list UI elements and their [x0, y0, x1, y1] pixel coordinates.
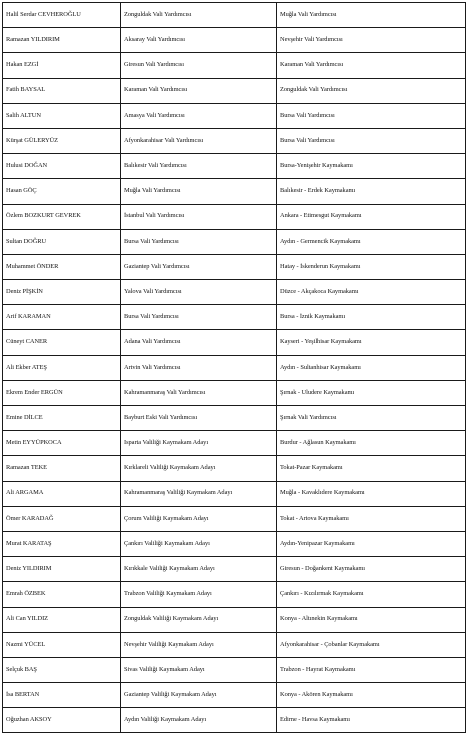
table-row	[3, 557, 466, 582]
person-name-cell: Ali Ekber ATEŞ	[3, 355, 121, 380]
current-post-cell: Artvin Vali Yardımcısı	[121, 355, 277, 380]
person-name-cell: Emrah ÖZBEK	[3, 582, 121, 607]
table-row	[3, 355, 466, 380]
current-post-cell: Kırklareli Valiliği Kaymakam Adayı	[121, 456, 277, 481]
table-row	[3, 632, 466, 657]
table-row	[3, 179, 466, 204]
table-row	[3, 380, 466, 405]
current-post-cell: Çankırı Valiliği Kaymakam Adayı	[121, 531, 277, 556]
new-post-cell: Kayseri - Yeşilhisar Kaymakamı	[277, 330, 466, 355]
current-post-cell: Gaziantep Vali Yardımcısı	[121, 254, 277, 279]
person-name-cell: Hakan EZGİ	[3, 53, 121, 78]
current-post-cell: Kahramanmaraş Vali Yardımcısı	[121, 380, 277, 405]
current-post-cell: Çorum Valiliği Kaymakam Adayı	[121, 506, 277, 531]
new-post-cell: Karaman Vali Yardımcısı	[277, 53, 466, 78]
person-name-cell: Metin EYYÜPKOCA	[3, 431, 121, 456]
person-name-cell: Arif KARAMAN	[3, 305, 121, 330]
current-post-cell: Muğla Vali Yardımcısı	[121, 179, 277, 204]
current-post-cell: Nevşehir Valiliği Kaymakam Adayı	[121, 632, 277, 657]
person-name-cell: Halil Serdar CEVHEROĞLU	[3, 3, 121, 28]
person-name-cell: Emine DİLCE	[3, 406, 121, 431]
new-post-cell: Bursa - İznik Kaymakamı	[277, 305, 466, 330]
person-name-cell: Deniz YILDIRIM	[3, 557, 121, 582]
table-row	[3, 406, 466, 431]
new-post-cell: Afyonkarahisar - Çobanlar Kaymakamı	[277, 632, 466, 657]
table-row	[3, 204, 466, 229]
current-post-cell: Aksaray Vali Yardımcısı	[121, 28, 277, 53]
table-row	[3, 531, 466, 556]
table-row	[3, 78, 466, 103]
person-name-cell: Ramazan TEKE	[3, 456, 121, 481]
new-post-cell: Aydın-Yenipazar Kaymakamı	[277, 531, 466, 556]
person-name-cell: Ömer KARADAĞ	[3, 506, 121, 531]
table-row	[3, 305, 466, 330]
person-name-cell: Ali ARGAMA	[3, 481, 121, 506]
current-post-cell: Kahramanmaraş Valiliği Kaymakam Adayı	[121, 481, 277, 506]
person-name-cell: Cüneyt CANER	[3, 330, 121, 355]
current-post-cell: Bayburt Eski Vali Yardımcısı	[121, 406, 277, 431]
table-row	[3, 53, 466, 78]
new-post-cell: Muğla Vali Yardımcısı	[277, 3, 466, 28]
person-name-cell: Murat KARATAŞ	[3, 531, 121, 556]
current-post-cell: İstanbul Vali Yardımcısı	[121, 204, 277, 229]
new-post-cell: Bursa-Yenişehir Kaymakamı	[277, 154, 466, 179]
current-post-cell: Giresun Vali Yardımcısı	[121, 53, 277, 78]
table-row	[3, 28, 466, 53]
table-row	[3, 708, 466, 733]
person-name-cell: Deniz PİŞKİN	[3, 280, 121, 305]
current-post-cell: Yalova Vali Yardımcısı	[121, 280, 277, 305]
new-post-cell: Konya - Altınekin Kaymakamı	[277, 607, 466, 632]
new-post-cell: Bursa Vali Yardımcısı	[277, 128, 466, 153]
table-row	[3, 481, 466, 506]
person-name-cell: Selçuk BAŞ	[3, 657, 121, 682]
new-post-cell: Çankırı - Kızılırmak Kaymakamı	[277, 582, 466, 607]
new-post-cell: Şırnak Vali Yardımcısı	[277, 406, 466, 431]
current-post-cell: Zonguldak Vali Yardımcısı	[121, 3, 277, 28]
person-name-cell: Ali Can YILDIZ	[3, 607, 121, 632]
table-row	[3, 103, 466, 128]
current-post-cell: Amasya Vali Yardımcısı	[121, 103, 277, 128]
new-post-cell: Konya - Akören Kaymakamı	[277, 683, 466, 708]
new-post-cell: Muğla - Kavaklıdere Kaymakamı	[277, 481, 466, 506]
table-row	[3, 330, 466, 355]
person-name-cell: Ekrem Ender ERGÜN	[3, 380, 121, 405]
table-row	[3, 607, 466, 632]
table-row	[3, 657, 466, 682]
person-name-cell: Salih ALTUN	[3, 103, 121, 128]
new-post-cell: Aydın - Sultanhisar Kaymakamı	[277, 355, 466, 380]
person-name-cell: Kürşat GÜLERYÜZ	[3, 128, 121, 153]
current-post-cell: Aydın Valiliği Kaymakam Adayı	[121, 708, 277, 733]
current-post-cell: Isparta Valiliği Kaymakam Adayı	[121, 431, 277, 456]
current-post-cell: Balıkesir Vali Yardımcısı	[121, 154, 277, 179]
new-post-cell: Trabzon - Hayrat Kaymakamı	[277, 657, 466, 682]
current-post-cell: Zonguldak Valiliği Kaymakam Adayı	[121, 607, 277, 632]
new-post-cell: Şırnak - Uludere Kaymakamı	[277, 380, 466, 405]
person-name-cell: Hasan GÖÇ	[3, 179, 121, 204]
table-row	[3, 254, 466, 279]
new-post-cell: Edirne - Havsa Kaymakamı	[277, 708, 466, 733]
new-post-cell: Giresun - Doğankent Kaymakamı	[277, 557, 466, 582]
new-post-cell: Zonguldak Vali Yardımcısı	[277, 78, 466, 103]
person-name-cell: Fatih BAYSAL	[3, 78, 121, 103]
appointments-table-body	[3, 3, 466, 733]
person-name-cell: Nazmi YÜCEL	[3, 632, 121, 657]
table-row	[3, 280, 466, 305]
current-post-cell: Karaman Vali Yardımcısı	[121, 78, 277, 103]
current-post-cell: Gaziantep Valiliği Kaymakam Adayı	[121, 683, 277, 708]
person-name-cell: Muhammet ÖNDER	[3, 254, 121, 279]
current-post-cell: Bursa Vali Yardımcısı	[121, 229, 277, 254]
table-row	[3, 431, 466, 456]
table-row	[3, 506, 466, 531]
current-post-cell: Bursa Vali Yardımcısı	[121, 305, 277, 330]
person-name-cell: Sultan DOĞRU	[3, 229, 121, 254]
new-post-cell: Hatay - İskenderun Kaymakamı	[277, 254, 466, 279]
current-post-cell: Kırıkkale Valiliği Kaymakam Adayı	[121, 557, 277, 582]
person-name-cell: Oğuzhan AKSOY	[3, 708, 121, 733]
current-post-cell: Trabzon Valiliği Kaymakam Adayı	[121, 582, 277, 607]
person-name-cell: Özlem BOZKURT GEVREK	[3, 204, 121, 229]
new-post-cell: Balıkesir - Erdek Kaymakamı	[277, 179, 466, 204]
new-post-cell: Ankara - Etimesgut Kaymakamı	[277, 204, 466, 229]
current-post-cell: Adana Vali Yardımcısı	[121, 330, 277, 355]
person-name-cell: Ramazan YILDIRIM	[3, 28, 121, 53]
table-row	[3, 582, 466, 607]
new-post-cell: Düzce - Akçakoca Kaymakamı	[277, 280, 466, 305]
table-row	[3, 456, 466, 481]
person-name-cell: İsa BERTAN	[3, 683, 121, 708]
new-post-cell: Nevşehir Vali Yardımcısı	[277, 28, 466, 53]
table-row	[3, 128, 466, 153]
new-post-cell: Tokat - Artova Kaymakamı	[277, 506, 466, 531]
table-row	[3, 229, 466, 254]
new-post-cell: Burdur - Ağlasun Kaymakamı	[277, 431, 466, 456]
new-post-cell: Tokat-Pazar Kaymakamı	[277, 456, 466, 481]
current-post-cell: Sivas Valiliği Kaymakam Adayı	[121, 657, 277, 682]
table-row	[3, 154, 466, 179]
appointments-table	[2, 2, 466, 733]
new-post-cell: Aydın - Germencik Kaymakamı	[277, 229, 466, 254]
table-row	[3, 3, 466, 28]
new-post-cell: Bursa Vali Yardımcısı	[277, 103, 466, 128]
table-row	[3, 683, 466, 708]
current-post-cell: Afyonkarahisar Vali Yardımcısı	[121, 128, 277, 153]
person-name-cell: Hulusi DOĞAN	[3, 154, 121, 179]
